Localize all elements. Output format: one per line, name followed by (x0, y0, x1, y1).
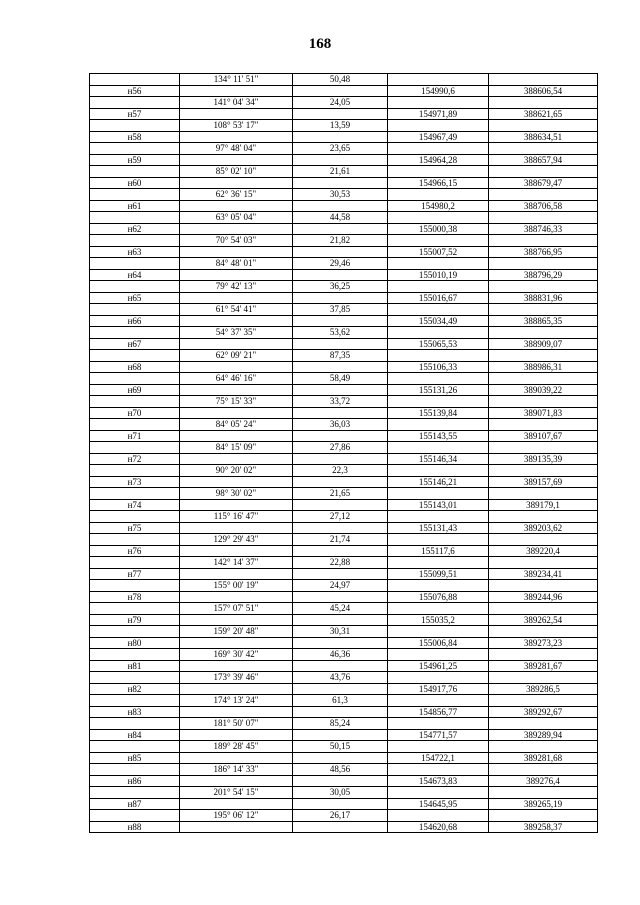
segment-distance: 24,97 (293, 580, 388, 591)
segment-row (90, 511, 597, 523)
segment-distance: 36,25 (293, 281, 388, 292)
segment-row (90, 189, 597, 201)
segment-angle: 63° 05' 04" (180, 212, 293, 223)
point-x: 155139,84 (388, 408, 489, 419)
segment-angle: 84° 15' 09" (180, 442, 293, 453)
segment-angle: 64° 46' 16" (180, 373, 293, 384)
point-x: 155146,34 (388, 454, 489, 465)
point-x: 155000,38 (388, 224, 489, 235)
point-row (90, 316, 597, 328)
point-name: н74 (90, 500, 180, 511)
point-x: 155143,55 (388, 431, 489, 442)
segment-distance: 21,74 (293, 534, 388, 545)
point-row (90, 385, 597, 397)
point-row (90, 86, 597, 98)
segment-row (90, 787, 597, 799)
segment-angle: 84° 05' 24" (180, 419, 293, 430)
segment-row (90, 603, 597, 615)
segment-angle: 75° 15' 33" (180, 396, 293, 407)
segment-row (90, 281, 597, 293)
segment-row (90, 74, 597, 86)
point-y: 389265,19 (523, 798, 563, 809)
point-x: 155034,49 (388, 316, 489, 327)
segment-row (90, 718, 597, 730)
point-name: н58 (90, 132, 180, 143)
point-name: н79 (90, 615, 180, 626)
point-x: 154967,49 (388, 132, 489, 143)
point-y: 389203,62 (523, 522, 563, 533)
point-name: н65 (90, 293, 180, 304)
point-x: 155035,2 (388, 615, 489, 626)
coordinates-table (89, 73, 598, 833)
segment-row (90, 626, 597, 638)
segment-row (90, 534, 597, 546)
point-name: н61 (90, 201, 180, 212)
point-name: н86 (90, 776, 180, 787)
point-x: 155010,19 (388, 270, 489, 281)
segment-angle: 97° 48' 04" (180, 143, 293, 154)
point-row (90, 155, 597, 167)
point-x: 155076,88 (388, 592, 489, 603)
point-name: н67 (90, 339, 180, 350)
segment-angle: 141° 04' 34" (180, 97, 293, 108)
point-y: 389107,67 (523, 430, 563, 441)
point-row (90, 431, 597, 443)
point-name: н64 (90, 270, 180, 281)
point-name: н76 (90, 546, 180, 557)
segment-angle: 70° 54' 03" (180, 235, 293, 246)
point-name: н82 (90, 684, 180, 695)
point-name: н84 (90, 730, 180, 741)
point-name: н78 (90, 592, 180, 603)
point-name: н85 (90, 753, 180, 764)
point-y: 389289,94 (523, 729, 563, 740)
point-x: 154673,83 (388, 776, 489, 787)
segment-row (90, 672, 597, 684)
point-row (90, 776, 597, 788)
point-x: 155006,84 (388, 638, 489, 649)
point-row (90, 753, 597, 765)
point-x: 154771,57 (388, 730, 489, 741)
segment-angle: 142° 14' 37" (180, 557, 293, 568)
segment-distance: 30,31 (293, 626, 388, 637)
point-x: 154966,15 (388, 178, 489, 189)
segment-row (90, 235, 597, 247)
segment-distance: 50,15 (293, 741, 388, 752)
point-x: 154961,25 (388, 661, 489, 672)
segment-distance: 21,65 (293, 488, 388, 499)
segment-angle: 129° 29' 43" (180, 534, 293, 545)
segment-row (90, 304, 597, 316)
point-row (90, 638, 597, 650)
point-row (90, 339, 597, 351)
point-name: н63 (90, 247, 180, 258)
point-y: 388706,58 (523, 200, 563, 211)
segment-distance: 30,05 (293, 787, 388, 798)
point-y: 388766,95 (523, 246, 563, 257)
point-x: 154645,95 (388, 799, 489, 810)
point-y: 389135,39 (523, 453, 563, 464)
point-x: 154722,1 (388, 753, 489, 764)
point-row (90, 523, 597, 535)
segment-row (90, 465, 597, 477)
point-y: 389234,41 (523, 568, 563, 579)
point-name: н87 (90, 799, 180, 810)
segment-angle: 85° 02' 10" (180, 166, 293, 177)
point-row (90, 247, 597, 259)
point-row (90, 500, 597, 512)
point-name: н56 (90, 86, 180, 97)
point-y: 389281,68 (523, 752, 563, 763)
segment-angle: 195° 06' 12" (180, 810, 293, 821)
point-y: 388621,65 (523, 108, 563, 119)
segment-distance: 87,35 (293, 350, 388, 361)
segment-angle: 62° 36' 15" (180, 189, 293, 200)
segment-distance: 22,88 (293, 557, 388, 568)
point-x: 155099,51 (388, 569, 489, 580)
point-row (90, 362, 597, 374)
point-y: 388986,31 (523, 361, 563, 372)
segment-row (90, 166, 597, 178)
point-name: н73 (90, 477, 180, 488)
point-y: 388657,94 (523, 154, 563, 165)
point-y: 388679,47 (523, 177, 563, 188)
segment-angle: 90° 20' 02" (180, 465, 293, 476)
segment-angle: 79° 42' 13" (180, 281, 293, 292)
point-x: 154917,76 (388, 684, 489, 695)
segment-angle: 115° 16' 47" (180, 511, 293, 522)
point-row (90, 569, 597, 581)
point-row (90, 201, 597, 213)
point-x: 154620,68 (388, 822, 489, 833)
segment-distance: 21,61 (293, 166, 388, 177)
segment-distance: 43,76 (293, 672, 388, 683)
segment-distance: 21,82 (293, 235, 388, 246)
point-row (90, 546, 597, 558)
point-name: н83 (90, 707, 180, 718)
segment-row (90, 580, 597, 592)
segment-angle: 108° 53' 17" (180, 120, 293, 131)
segment-row (90, 764, 597, 776)
point-y: 388909,07 (523, 338, 563, 349)
point-x: 155143,01 (388, 500, 489, 511)
point-y: 389292,67 (523, 706, 563, 717)
segment-angle: 186° 14' 33" (180, 764, 293, 775)
point-name: н69 (90, 385, 180, 396)
point-x: 154980,2 (388, 201, 489, 212)
point-row (90, 822, 597, 834)
point-row (90, 408, 597, 420)
segment-distance: 29,46 (293, 258, 388, 269)
segment-row (90, 557, 597, 569)
point-name: н75 (90, 523, 180, 534)
point-y: 388865,35 (523, 315, 563, 326)
segment-angle: 155° 00' 19" (180, 580, 293, 591)
segment-distance: 30,53 (293, 189, 388, 200)
segment-angle: 54° 37' 35" (180, 327, 293, 338)
segment-distance: 46,36 (293, 649, 388, 660)
point-y: 388606,54 (523, 85, 563, 96)
point-x: 155065,53 (388, 339, 489, 350)
segment-row (90, 143, 597, 155)
segment-row (90, 212, 597, 224)
point-row (90, 293, 597, 305)
segment-angle: 173° 39' 46" (180, 672, 293, 683)
segment-angle: 189° 28' 45" (180, 741, 293, 752)
segment-distance: 36,03 (293, 419, 388, 430)
point-name: н66 (90, 316, 180, 327)
point-x: 155146,21 (388, 477, 489, 488)
segment-distance: 23,65 (293, 143, 388, 154)
segment-distance: 37,85 (293, 304, 388, 315)
segment-angle: 134° 11' 51" (180, 74, 293, 85)
point-row (90, 454, 597, 466)
point-name: н59 (90, 155, 180, 166)
segment-angle: 98° 30' 02" (180, 488, 293, 499)
segment-row (90, 350, 597, 362)
point-name: н80 (90, 638, 180, 649)
point-x: 155131,26 (388, 385, 489, 396)
point-name: н81 (90, 661, 180, 672)
segment-angle: 159° 20' 48" (180, 626, 293, 637)
point-y: 389258,37 (523, 821, 563, 832)
segment-distance: 13,59 (293, 120, 388, 131)
segment-angle: 157° 07' 51" (180, 603, 293, 614)
point-y: 389273,23 (523, 637, 563, 648)
segment-distance: 33,72 (293, 396, 388, 407)
segment-distance: 27,86 (293, 442, 388, 453)
segment-distance: 24,05 (293, 97, 388, 108)
segment-row (90, 396, 597, 408)
point-y: 389157,69 (523, 476, 563, 487)
point-row (90, 707, 597, 719)
segment-distance: 48,56 (293, 764, 388, 775)
point-name: н60 (90, 178, 180, 189)
segment-distance: 27,12 (293, 511, 388, 522)
point-y: 389244,96 (523, 591, 563, 602)
segment-angle: 62° 09' 21" (180, 350, 293, 361)
point-name: н72 (90, 454, 180, 465)
segment-distance: 53,62 (293, 327, 388, 338)
point-row (90, 684, 597, 696)
segment-distance: 85,24 (293, 718, 388, 729)
point-row (90, 661, 597, 673)
point-name: н57 (90, 109, 180, 120)
segment-angle: 174° 13' 24" (180, 695, 293, 706)
point-x: 154971,89 (388, 109, 489, 120)
segment-row (90, 419, 597, 431)
segment-row (90, 97, 597, 109)
segment-distance: 45,24 (293, 603, 388, 614)
point-name: н71 (90, 431, 180, 442)
segment-row (90, 258, 597, 270)
point-row (90, 477, 597, 489)
segment-row (90, 373, 597, 385)
point-row (90, 615, 597, 627)
point-x: 154990,6 (388, 86, 489, 97)
point-x: 155016,67 (388, 293, 489, 304)
segment-row (90, 327, 597, 339)
point-x: 155007,52 (388, 247, 489, 258)
segment-distance: 50,48 (293, 74, 388, 85)
point-y: 389179,1 (526, 499, 560, 510)
point-row (90, 178, 597, 190)
segment-row (90, 695, 597, 707)
point-row (90, 270, 597, 282)
point-x: 155131,43 (388, 523, 489, 534)
segment-angle: 61° 54' 41" (180, 304, 293, 315)
point-name: н77 (90, 569, 180, 580)
point-y: 389262,54 (523, 614, 563, 625)
point-row (90, 132, 597, 144)
point-row (90, 730, 597, 742)
segment-row (90, 442, 597, 454)
point-row (90, 592, 597, 604)
point-x: 154856,77 (388, 707, 489, 718)
segment-angle: 84° 48' 01" (180, 258, 293, 269)
segment-row (90, 649, 597, 661)
point-y: 389281,67 (523, 660, 563, 671)
point-name: н68 (90, 362, 180, 373)
segment-row (90, 120, 597, 132)
segment-distance: 58,49 (293, 373, 388, 384)
segment-distance: 22,3 (293, 465, 388, 476)
point-y: 388796,29 (523, 269, 563, 280)
segment-row (90, 488, 597, 500)
point-y: 388831,96 (523, 292, 563, 303)
point-y: 389276,4 (526, 775, 560, 786)
segment-row (90, 741, 597, 753)
point-y: 389039,22 (523, 384, 563, 395)
point-row (90, 224, 597, 236)
segment-distance: 61,3 (293, 695, 388, 706)
point-y: 389220,4 (526, 545, 560, 556)
segment-angle: 169° 30' 42" (180, 649, 293, 660)
segment-distance: 26,17 (293, 810, 388, 821)
segment-angle: 181° 50' 07" (180, 718, 293, 729)
point-row (90, 109, 597, 121)
point-y: 388634,51 (523, 131, 563, 142)
point-row (90, 799, 597, 811)
point-x: 154964,28 (388, 155, 489, 166)
point-x: 155117,6 (388, 546, 489, 557)
point-name: н70 (90, 408, 180, 419)
point-name: н62 (90, 224, 180, 235)
point-x: 155106,33 (388, 362, 489, 373)
point-y: 388746,33 (523, 223, 563, 234)
point-name: н88 (90, 822, 180, 833)
segment-angle: 201° 54' 15" (180, 787, 293, 798)
point-y: 389071,83 (523, 407, 563, 418)
point-y: 389286,5 (526, 683, 560, 694)
segment-distance: 44,58 (293, 212, 388, 223)
page-number: 168 (308, 36, 332, 52)
segment-row (90, 810, 597, 822)
